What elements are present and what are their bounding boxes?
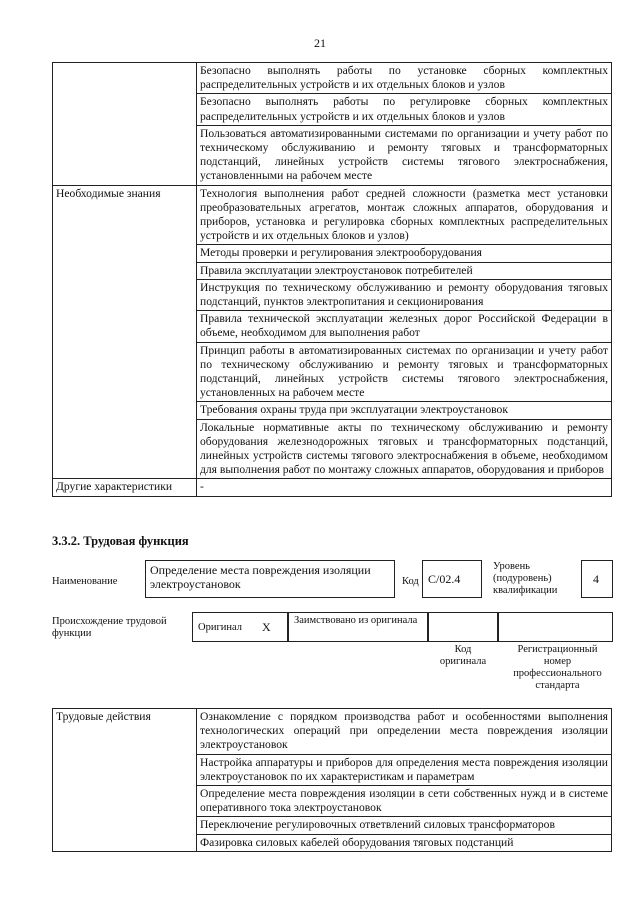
page-number: 21 [314,36,326,50]
code-value: C/02.4 [428,572,461,586]
skill-item: Безопасно выполнять работы по установке сборных комплектных распределительных устройств и их отдельных блоков и узлов [197,63,612,94]
knowledge-item: Правила технической эксплуатации железных дорог Российской Федерации в объеме, необходимом для выполнения работ [197,311,612,342]
section-title: 3.3.2. Трудовая функция [52,534,189,548]
action-item: Настройка аппаратуры и приборов для определения места повреждения изоляции электроустановок по их характеристикам и параметрам [197,754,612,785]
knowledge-item: Правила эксплуатации электроустановок потребителей [197,262,612,279]
row-label-knowledge: Необходимые знания [53,185,197,479]
code-label: Код [402,576,419,587]
skill-item: Пользоваться автоматизированными системами по организации и учету работ по техническому обслуживанию и ремонту тяговых и трансформаторных подстанций, линейных устройств системы тягового электроснабжения, установленными на рабочем месте [197,125,612,185]
borrowed-label: Заимствовано из оригинала [294,615,418,626]
other-item: - [197,479,612,496]
row-label [53,63,197,186]
action-item: Фазировка силовых кабелей оборудования тяговых подстанций [197,834,612,851]
skill-item: Безопасно выполнять работы по регулировке сборных комплектных распределительных устройств и их отдельных блоков и узлов [197,94,612,125]
original-mark: X [262,620,271,634]
knowledge-item: Методы проверки и регулирования электрооборудования [197,245,612,262]
labor-actions-table [52,708,612,852]
origin-code-box [428,612,498,642]
origin-label: Происхождение трудовой функции [52,616,167,639]
knowledge-item: Требования охраны труда при эксплуатации электроустановок [197,402,612,419]
original-label: Оригинал [198,622,242,633]
reg-number-caption: Регистрационный номер профессионального стандарта [513,644,602,691]
action-item: Ознакомление с порядком производства работ и особенностями выполнения технологических операций при определении места повреждения изоляции электроустановок [197,709,612,755]
knowledge-item: Инструкция по техническому обслуживанию и ремонту оборудования тяговых подстанций, пунктов электропитания и секционирования [197,279,612,310]
action-item: Определение места повреждения изоляции в сети собственных нужд и в системе оперативного тока электроустановок [197,786,612,817]
competency-table [52,62,612,497]
row-label-actions: Трудовые действия [53,709,197,852]
action-item: Переключение регулировочных ответвлений силовых трансформаторов [197,817,612,834]
row-label-other: Другие характеристики [53,479,197,496]
knowledge-item: Локальные нормативные акты по техническому обслуживанию и ремонту оборудования железнодорожных тяговых и трансформаторных подстанций, линейных устройств системы тягового электроснабжения в объеме, необходимом для выполнения работ по монтажу сложных аппаратов, оборудования и приборов [197,419,612,479]
knowledge-item: Технология выполнения работ средней сложности (разметка мест установки преобразовательных агрегатов, монтаж сложных аппаратов, оборудования и приборов, установка и регулировка сборных комплектных распределительных устройств и их отдельных блоков и узлов) [197,185,612,245]
level-label: Уровень (подуровень) квалификации [493,561,558,596]
level-value: 4 [593,572,599,586]
name-value: Определение места повреждения изоляции электроустановок [150,563,371,591]
origin-code-caption: Код оригинала [439,644,487,667]
name-label: Наименование [52,576,118,587]
reg-number-box [498,612,613,642]
knowledge-item: Принцип работы в автоматизированных системах по организации и учету работ по техническому обслуживанию и ремонту тяговых и трансформаторных подстанций, линейных устройств системы тягового электроснабжения, установленных на рабочем месте [197,342,612,402]
